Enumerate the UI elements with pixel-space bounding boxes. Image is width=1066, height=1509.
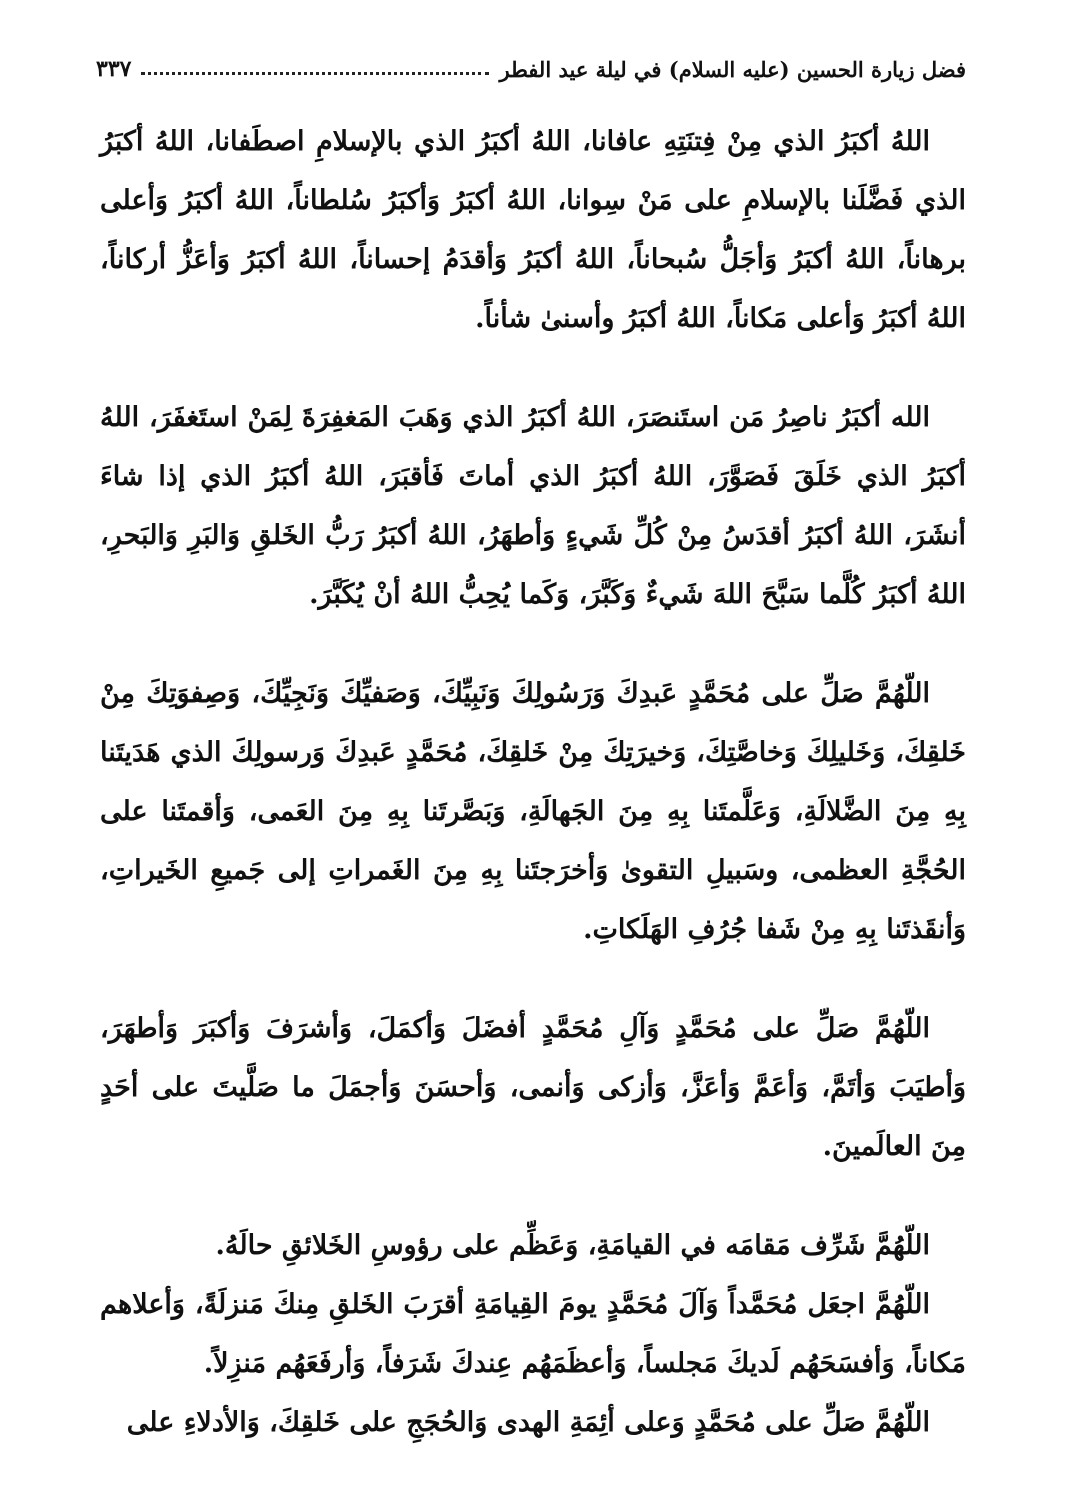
page-number: ٣٣٧ [96,56,132,82]
body-text [100,112,966,1452]
header-title: فضل زيارة الحسين (عليه السلام) في ليلة عيد الفطر [499,57,966,82]
running-header [96,46,966,82]
paragraph: اللّهُمَّ اجعَل مُحَمَّداً وَآلَ مُحَمَّدٍ يومَ القِيامَةِ أقرَبَ الخَلقِ مِنكَ مَنزلَةً، وَأعلاهم مَكاناً، وَأفسَحَهُم لَديكَ مَجلساً، وَأعظَمَهُم عِندكَ شَرَفاً، وَأرفَعَهُم مَنزِلاً. [100,1289,966,1379]
paragraph: اللّهُمَّ صَلِّ على مُحَمَّدٍ وَعلى أئِمَةِ الهدى وَالحُجَجِ على خَلقِكَ، وَالأدلاءِ على [126,1407,930,1438]
paragraph: اللّهُمَّ صَلِّ على مُحَمَّدٍ وَآلِ مُحَمَّدٍ أفضَلَ وَأكمَلَ، وَأشرَفَ وَأكبَرَ وَأطهَرَ، وَأطيَبَ وَأتَمَّ، وَأعَمَّ وَأعَزَّ، وَأزكى وَأنمى، وَأحسَنَ وَأجمَلَ ما صَلَّيتَ على أحَدٍ مِنَ العالَمينَ. [100,1013,966,1162]
paragraph: اللهُ أكبَرُ الذي مِنْ فِتنَتِهِ عافانا، اللهُ أكبَرُ الذي بالإسلامِ اصطَفانا، اللهُ أكبَرُ الذي فَضَّلَنا بالإسلامِ على مَنْ سِوانا، اللهُ أكبَرُ وَأكبَرُ سُلطاناً، اللهُ أكبَرُ وَأعلى برهاناً، اللهُ أكبَرُ وَأجَلُّ سُبحاناً، اللهُ أكبَرُ وَأقدَمُ إحساناً، اللهُ أكبَرُ وَأعَزُّ أركاناً، اللهُ أكبَرُ وَأعلى مَكاناً، اللهُ أكبَرُ وأسنىٰ شأناً. [100,126,966,334]
header-dot-leader [141,71,489,75]
paragraph: اللّهُمَّ صَلِّ على مُحَمَّدٍ عَبدِكَ وَرَسُولِكَ وَنَبِيِّكَ، وَصَفيِّكَ وَنَجِيِّكَ، وَصِفوَتِكَ مِنْ خَلقِكَ، وَخَليلِكَ وَخاصَّتِكَ، وَخيرَتِكَ مِنْ خَلقِكَ، مُحَمَّدٍ عَبدِكَ وَرسولِكَ الذي هَدَيتَنا بِهِ مِنَ الضَّلالَةِ، وَعَلَّمتَنا بِهِ مِنَ الجَهالَةِ، وَبَصَّرتَنا بِهِ مِنَ العَمى، وَأقمتَنا على الحُجَّةِ العظمى، وسَبيلِ التقوىٰ وَأخرَجتَنا بِهِ مِنَ الغَمراتِ إلى جَميعِ الخَيراتِ، وَأنقَذتَنا بِهِ مِنْ شَفا جُرُفِ الهَلَكاتِ. [100,678,966,945]
paragraph: الله أكبَرُ ناصِرُ مَن استَنصَرَ، اللهُ أكبَرُ الذي وَهَبَ المَغفِرَةَ لِمَنْ استَغفَرَ، اللهُ أكبَرُ الذي خَلَقَ فَصَوَّرَ، اللهُ أكبَرُ الذي أماتَ فَأقبَرَ، اللهُ أكبَرُ الذي إذا شاءَ أنشَرَ، اللهُ أكبَرُ أقدَسُ مِنْ كُلِّ شَيءٍ وَأطهَرُ، اللهُ أكبَرُ رَبُّ الخَلقِ وَالبَرِ وَالبَحرِ، اللهُ أكبَرُ كُلَّما سَبَّحَ اللهَ شَيءٌ وَكَبَّرَ، وَكَما يُحِبُّ اللهُ أنْ يُكَبَّرَ. [100,402,966,610]
paragraph: اللّهُمَّ شَرِّف مَقامَه في القيامَةِ، وَعَظِّم على رؤوسِ الخَلائقِ حالَهُ. [215,1230,930,1261]
